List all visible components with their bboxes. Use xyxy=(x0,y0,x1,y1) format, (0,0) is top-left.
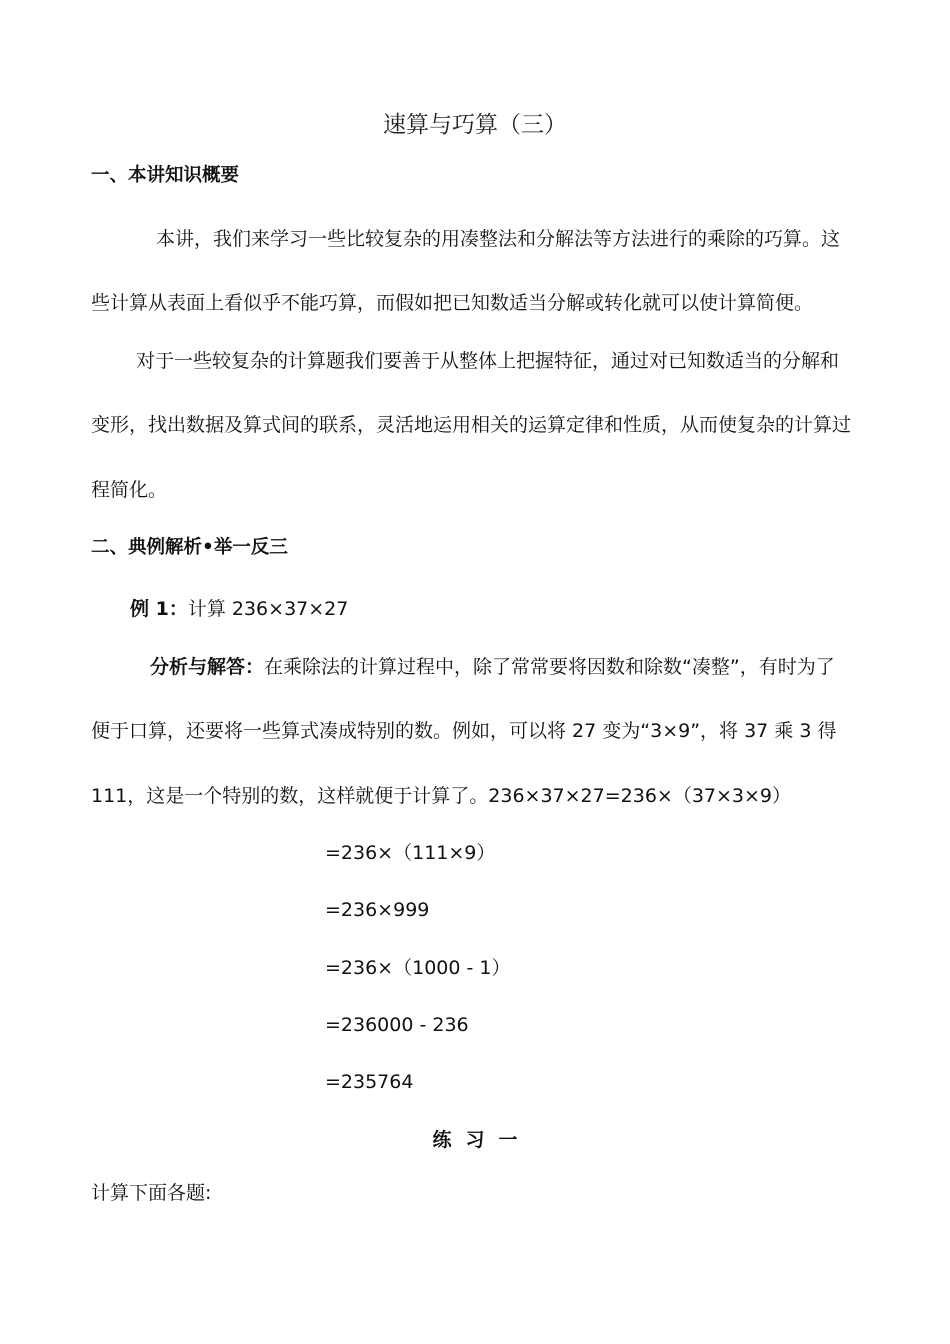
section1-paragraph1-line1: 本讲，我们来学习一些比较复杂的用凑整法和分解法等方法进行的乘除的巧算。这 xyxy=(156,228,841,250)
section2-heading: 二、典例解析•举一反三 xyxy=(91,537,288,558)
section1-paragraph2-line3: 程简化。 xyxy=(91,479,168,501)
analysis-line1 xyxy=(150,654,835,680)
example1 xyxy=(130,596,348,622)
section1-paragraph1-line2: 些计算从表面上看似乎不能巧算，而假如把已知数适当分解或转化就可以使计算简便。 xyxy=(91,292,814,314)
section1-heading: 一、本讲知识概要 xyxy=(91,165,240,186)
example1-problem: 计算 236×37×27 xyxy=(187,598,349,620)
analysis-text-line1: 在乘除法的计算过程中，除了常常要将因数和除数“凑整”，有时为了 xyxy=(264,656,835,678)
solution-step-4: =236000 - 236 xyxy=(325,1014,469,1036)
analysis-label: 分析与解答： xyxy=(150,656,265,678)
solution-step-1: =236×（111×9） xyxy=(325,842,496,864)
page-title: 速算与巧算（三） xyxy=(383,112,567,138)
analysis-line3: 111，这是一个特别的数，这样就便于计算了。236×37×27=236×（37×3×9） xyxy=(91,785,792,807)
analysis-line2: 便于口算，还要将一些算式凑成特别的数。例如，可以将 27 变为“3×9”，将 37 乘 3 得 xyxy=(91,720,837,742)
practice-title: 练习一 xyxy=(432,1129,532,1151)
section1-paragraph2-line1: 对于一些较复杂的计算题我们要善于从整体上把握特征，通过对已知数适当的分解和 xyxy=(136,350,840,372)
practice-instruction: 计算下面各题: xyxy=(91,1182,212,1204)
section1-paragraph2-line2: 变形，找出数据及算式间的联系，灵活地运用相关的运算定律和性质，从而使复杂的计算过 xyxy=(91,414,852,436)
solution-step-3: =236×（1000 - 1） xyxy=(325,957,511,979)
example1-label: 例 1： xyxy=(130,598,188,620)
solution-step-2: =236×999 xyxy=(325,899,430,921)
solution-step-5: =235764 xyxy=(325,1071,414,1093)
